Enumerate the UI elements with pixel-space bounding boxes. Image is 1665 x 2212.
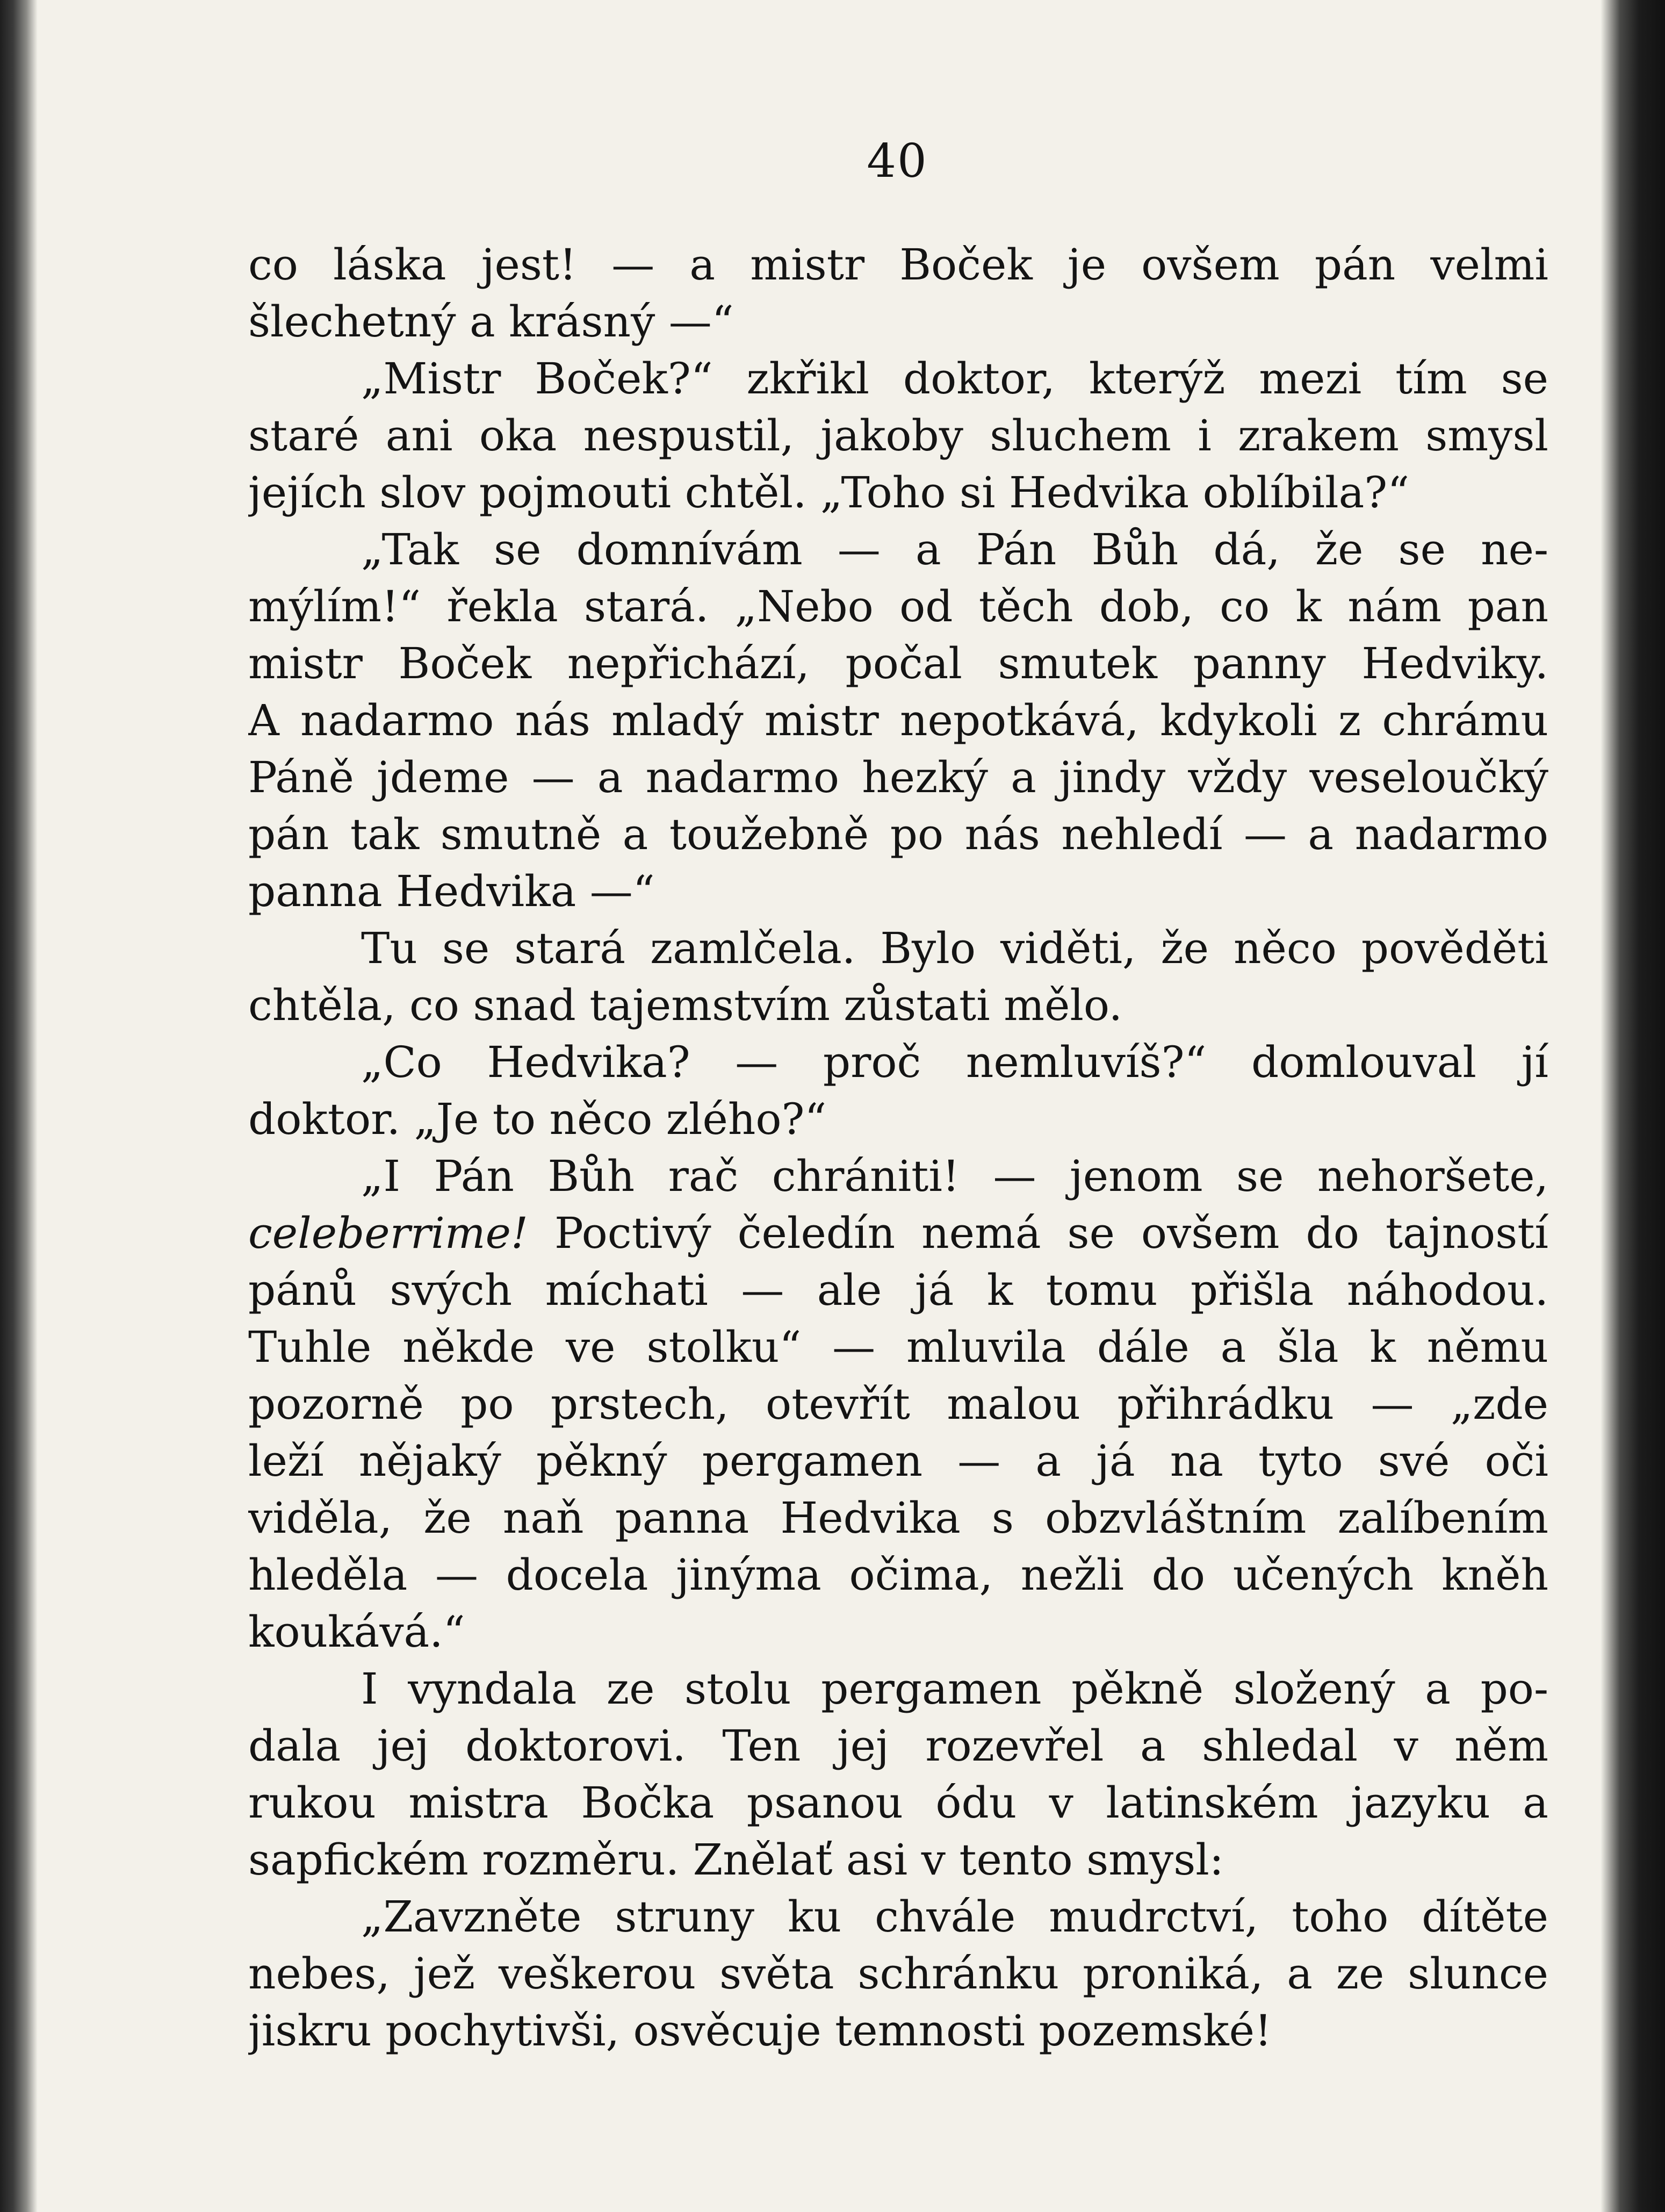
- text-line: [248, 863, 1548, 920]
- line-text: hleděla — docela jinýma očima, nežli do učených kněh: [248, 1550, 1548, 1600]
- line-text: „Tak se domnívám — a Pán Bůh dá, že se ne-: [361, 525, 1548, 574]
- text-line: [248, 806, 1548, 863]
- text-line: [248, 521, 1548, 578]
- line-text: pozorně po prstech, otevřít malou přihrádku — „zde: [248, 1379, 1548, 1429]
- scan-edge-right: [1601, 0, 1665, 2212]
- line-text: Tuhle někde ve stolku“ — mluvila dále a šla k němu: [248, 1322, 1548, 1372]
- text-line: [248, 236, 1548, 293]
- text-body: [248, 236, 1548, 2059]
- line-text: doktor. „Je to něco zlého?“: [248, 1094, 827, 1144]
- line-text: staré ani oka nespustil, jakoby sluchem i zrakem smysl: [248, 411, 1548, 461]
- text-line: [248, 464, 1548, 521]
- line-text: mistr Boček nepřichází, počal smutek panny Hedviky.: [248, 638, 1548, 688]
- text-line: [248, 578, 1548, 635]
- line-text: pán tak smutně a toužebně po nás nehledí — a nadarmo: [248, 809, 1548, 859]
- text-line: [248, 1718, 1548, 1775]
- page-number: 40: [867, 134, 928, 188]
- text-line: [248, 1319, 1548, 1376]
- italic-phrase: celeberrime!: [248, 1208, 529, 1258]
- line-text: co láska jest! — a mistr Boček je ovšem pán velmi: [248, 240, 1548, 290]
- text-line: [248, 1148, 1548, 1205]
- line-text: pánů svých míchati — ale já k tomu přišla náhodou.: [248, 1265, 1548, 1315]
- scan-edge-left: [0, 0, 38, 2212]
- text-line: [248, 293, 1548, 350]
- line-text: koukává.“: [248, 1607, 465, 1657]
- line-text: jiskru pochytivši, osvěcuje temnosti pozemské!: [248, 2006, 1272, 2056]
- line-text: „Co Hedvika? — proč nemluvíš?“ domlouval jí: [361, 1037, 1548, 1087]
- text-line: [248, 1262, 1548, 1319]
- line-text: I vyndala ze stolu pergamen pěkně složený a po-: [361, 1664, 1548, 1714]
- line-text: nebes, jež veškerou světa schránku proniká, a ze slunce: [248, 1949, 1548, 1999]
- text-line: [248, 1661, 1548, 1718]
- line-text: šlechetný a krásný —“: [248, 297, 734, 347]
- text-line: [248, 635, 1548, 692]
- text-line: [248, 1376, 1548, 1433]
- text-line: [248, 2002, 1548, 2059]
- line-text: dala jej doktorovi. Ten jej rozevřel a shledal v něm: [248, 1721, 1548, 1771]
- line-text: Tu se stará zamlčela. Bylo viděti, že něco pověděti: [361, 923, 1548, 973]
- line-text: chtěla, co snad tajemstvím zůstati mělo.: [248, 980, 1123, 1030]
- text-line: [248, 1205, 1548, 1262]
- text-line: [248, 1945, 1548, 2002]
- text-line: [248, 1888, 1548, 1945]
- text-line: [248, 920, 1548, 977]
- text-line: [248, 407, 1548, 464]
- text-line: [248, 350, 1548, 407]
- text-line: [248, 1034, 1548, 1091]
- text-line: [248, 977, 1548, 1034]
- line-text: „I Pán Bůh rač chrániti! — jenom se nehoršete,: [361, 1151, 1548, 1201]
- text-line: [248, 692, 1548, 749]
- text-line: [248, 1091, 1548, 1148]
- line-text: panna Hedvika —“: [248, 866, 655, 916]
- line-text: viděla, že naň panna Hedvika s obzvláštním zalíbením: [248, 1493, 1548, 1543]
- line-text: A nadarmo nás mladý mistr nepotkává, kdykoli z chrámu: [248, 695, 1548, 745]
- line-text: „Zavzněte struny ku chvále mudrctví, toho dítěte: [361, 1892, 1548, 1942]
- line-text: Páně jdeme — a nadarmo hezký a jindy vždy veseloučký: [248, 752, 1548, 802]
- line-text: „Mistr Boček?“ zkřikl doktor, kterýž mezi tím se: [361, 354, 1548, 404]
- line-text: leží nějaký pěkný pergamen — a já na tyto své oči: [248, 1436, 1548, 1486]
- text-line: [248, 1433, 1548, 1490]
- line-text: Poctivý čeledín nemá se ovšem do tajností: [528, 1208, 1548, 1258]
- line-text: mýlím!“ řekla stará. „Nebo od těch dob, co k nám pan: [248, 581, 1548, 631]
- line-text: jejích slov pojmouti chtěl. „Toho si Hedvika oblíbila?“: [248, 468, 1410, 518]
- line-text: sapfickém rozměru. Znělať asi v tento smysl:: [248, 1835, 1224, 1885]
- text-line: [248, 1832, 1548, 1888]
- text-line: [248, 749, 1548, 806]
- text-line: [248, 1490, 1548, 1547]
- text-line: [248, 1547, 1548, 1604]
- text-line: [248, 1775, 1548, 1832]
- text-line: [248, 1604, 1548, 1661]
- line-text: rukou mistra Bočka psanou ódu v latinském jazyku a: [248, 1778, 1548, 1828]
